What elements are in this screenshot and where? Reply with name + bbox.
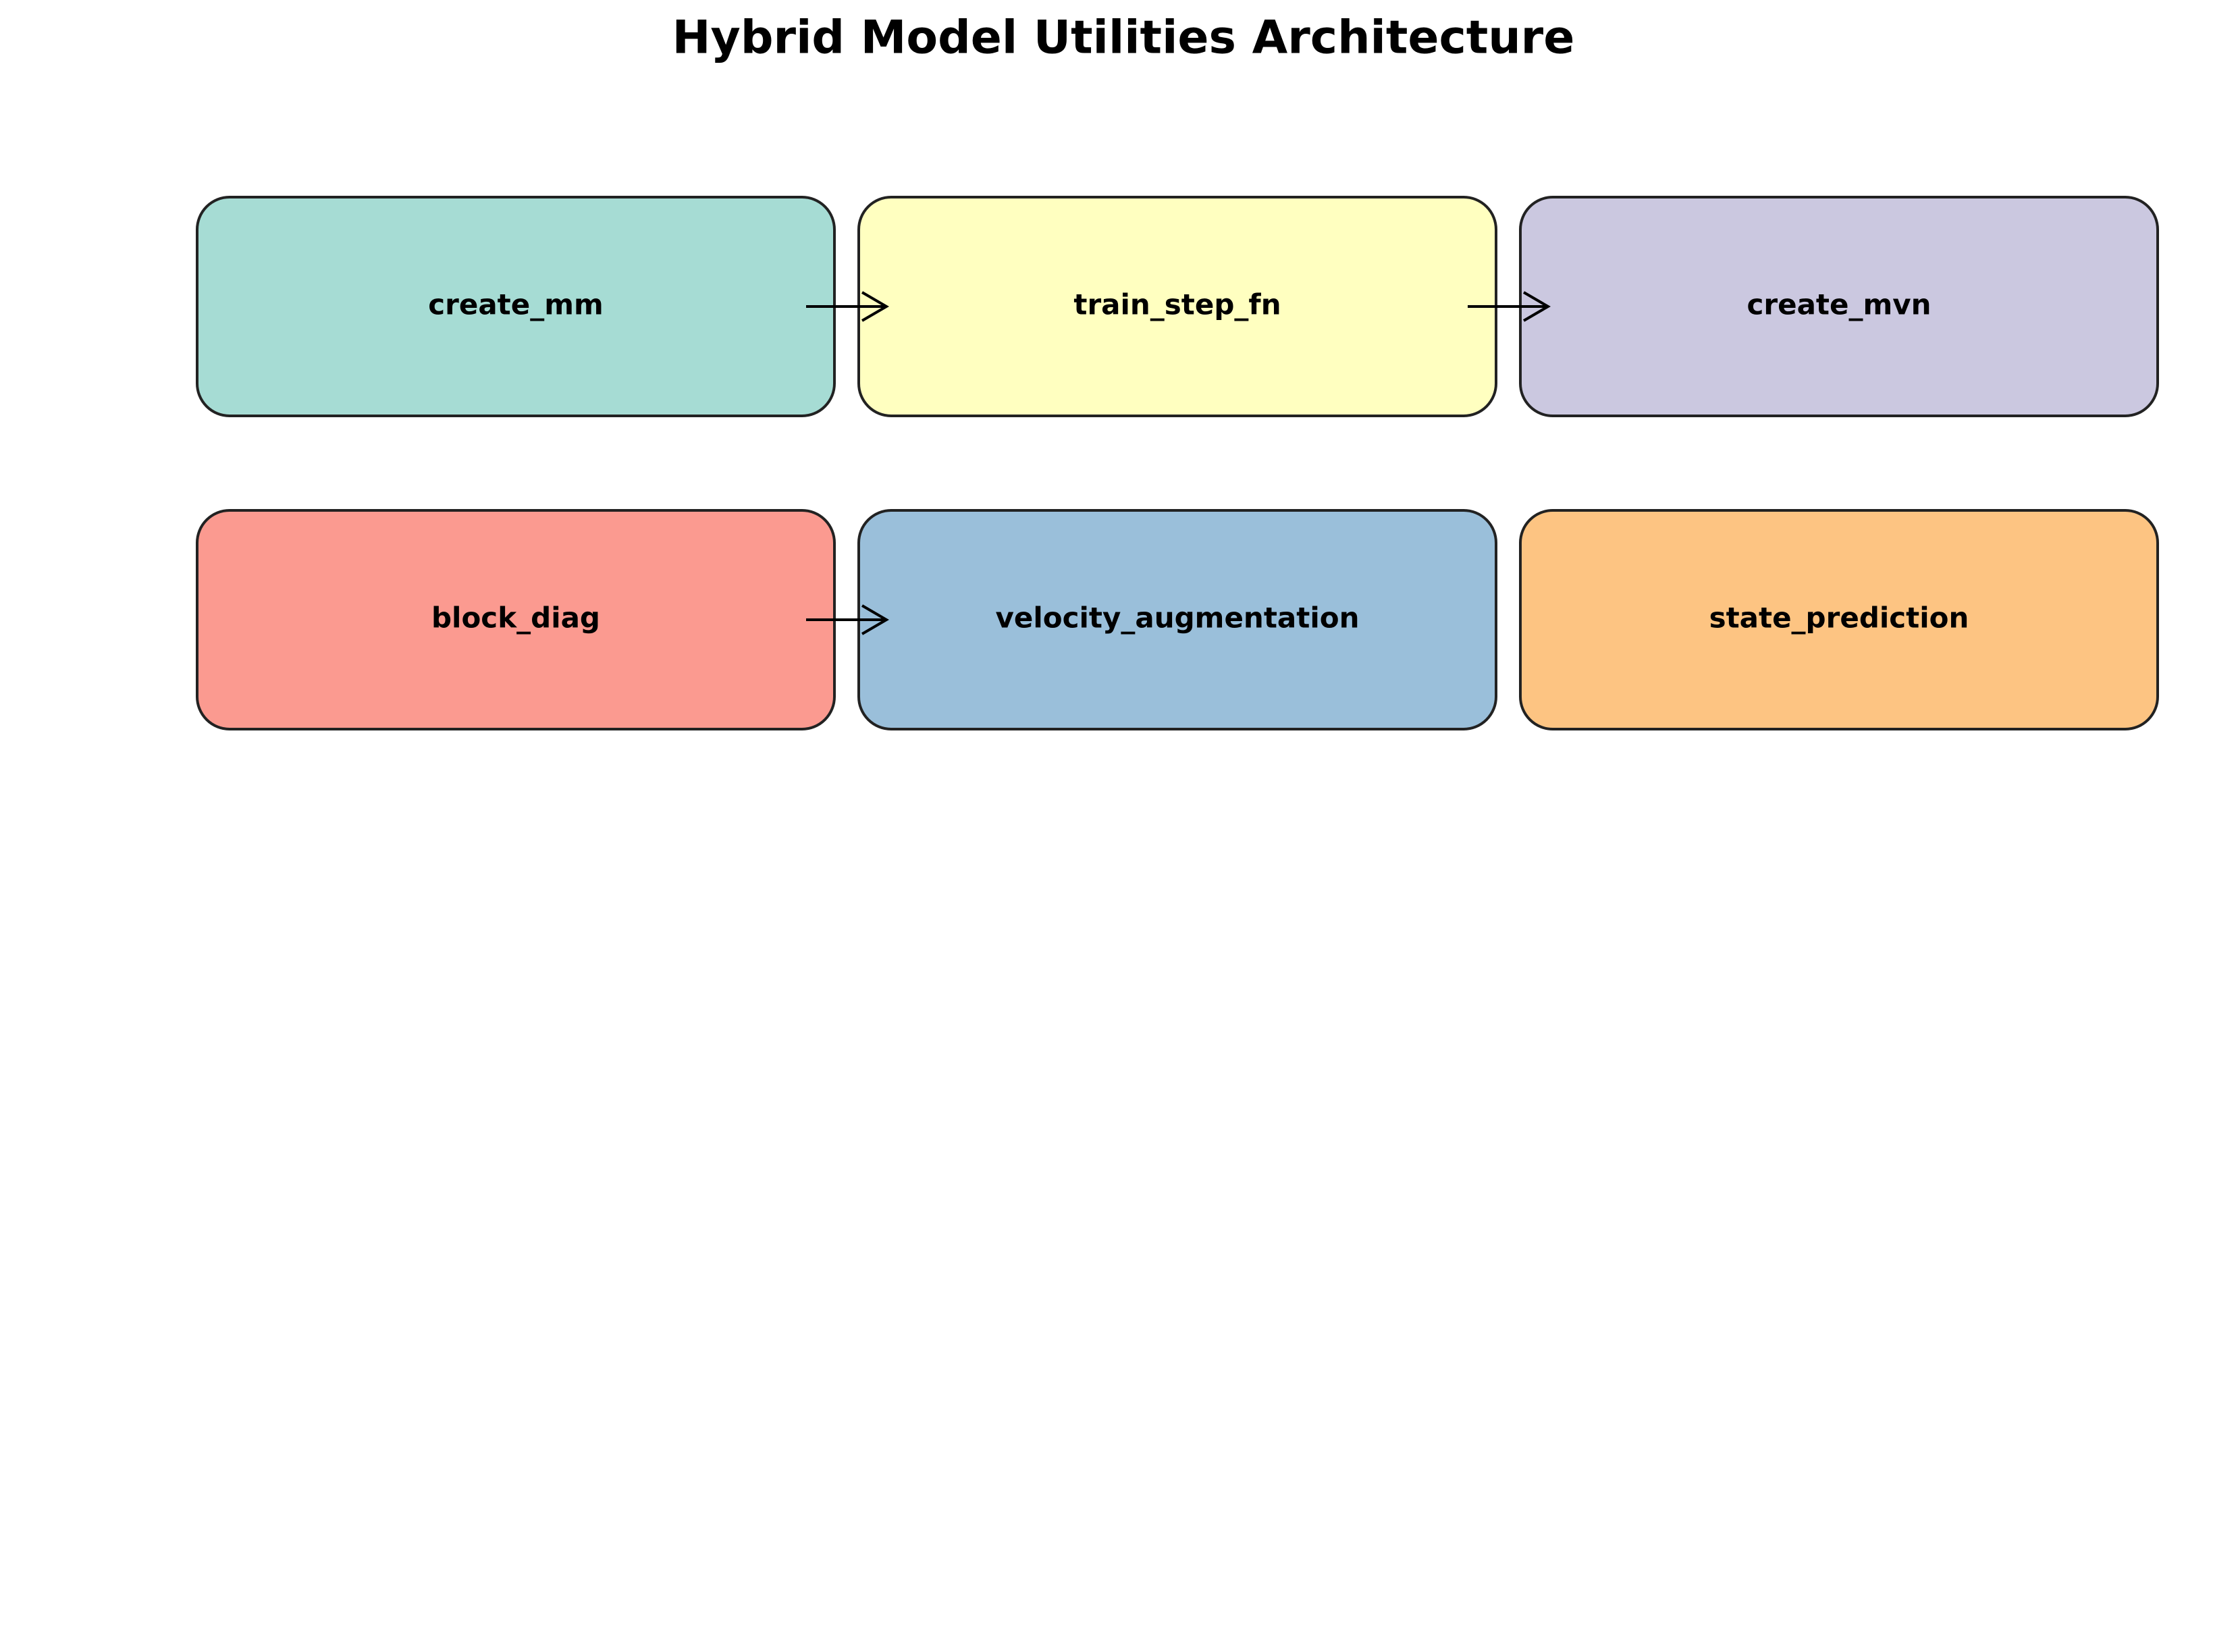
node-train-step-fn-label: train_step_fn: [1073, 288, 1281, 321]
node-create-mm: [197, 197, 834, 416]
node-block-diag-label: block_diag: [431, 601, 601, 635]
node-create-mvn: [1520, 197, 2158, 416]
node-velocity-augmentation-label: velocity_augmentation: [995, 601, 1360, 635]
node-train-step-fn: [859, 197, 1496, 416]
node-state-prediction: [1520, 510, 2158, 729]
diagram-title: Hybrid Model Utilities Architecture: [672, 11, 1575, 65]
node-create-mm-label: create_mm: [428, 288, 604, 321]
node-create-mvn-label: create_mvn: [1747, 288, 1931, 321]
node-state-prediction-label: state_prediction: [1709, 601, 1969, 635]
node-block-diag: [197, 510, 834, 729]
node-velocity-augmentation: [859, 510, 1496, 729]
